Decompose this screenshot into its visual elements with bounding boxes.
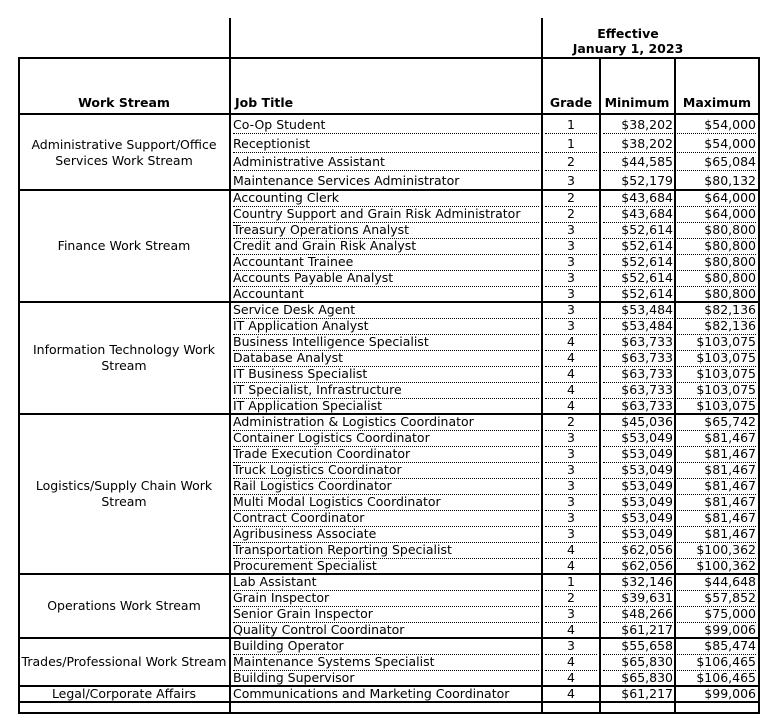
job-title: Administration & Logistics Coordinator: [233, 414, 539, 431]
grade: 4: [545, 350, 597, 367]
grade: 1: [545, 136, 597, 153]
maximum-salary: $80,132: [704, 172, 756, 188]
maximum-salary: $81,467: [677, 510, 756, 527]
grade: 2: [545, 190, 597, 207]
grade: 3: [545, 606, 597, 623]
maximum-salary: $85,474: [677, 638, 756, 655]
minimum-salary: $39,631: [603, 590, 673, 607]
grade: 4: [545, 542, 597, 559]
col-header-job-title: Job Title: [235, 95, 294, 110]
job-title: IT Business Specialist: [233, 366, 539, 383]
grade: 2: [545, 414, 597, 431]
minimum-salary: $63,733: [603, 334, 673, 351]
table-row: [0, 622, 768, 638]
maximum-salary: $103,075: [677, 334, 756, 351]
table-row: [0, 430, 768, 446]
grade: 4: [567, 622, 575, 637]
job-title: Truck Logistics Coordinator: [233, 462, 539, 479]
maximum-salary: $65,084: [677, 154, 756, 171]
maximum-salary: $106,465: [696, 670, 756, 685]
maximum-salary: $80,800: [704, 286, 756, 301]
grade: 3: [545, 494, 597, 511]
minimum-salary: $53,049: [603, 462, 673, 479]
minimum-salary: $63,733: [603, 366, 673, 383]
table-row: [0, 270, 768, 286]
maximum-salary: $81,467: [677, 430, 756, 447]
maximum-salary: $82,136: [677, 302, 756, 319]
maximum-salary: $44,648: [677, 574, 756, 591]
grade: 2: [545, 154, 597, 171]
effective-date: January 1, 2023: [572, 41, 684, 56]
work-stream-label: Legal/Corporate Affairs: [51, 686, 197, 701]
table-row: [0, 574, 768, 590]
grade: 3: [545, 510, 597, 527]
maximum-salary: $81,467: [677, 462, 756, 479]
maximum-salary: $82,136: [677, 318, 756, 335]
table-row: [0, 302, 768, 318]
maximum-salary: $100,362: [696, 558, 756, 573]
grade: 3: [545, 222, 597, 239]
grade: 1: [545, 574, 597, 591]
job-title: Contract Coordinator: [233, 510, 539, 527]
table-row: [0, 172, 768, 191]
grade: 4: [545, 382, 597, 399]
grade: 2: [545, 590, 597, 607]
maximum-salary: $54,000: [677, 136, 756, 153]
maximum-salary: $99,006: [704, 622, 756, 637]
minimum-salary: $38,202: [603, 136, 673, 153]
minimum-salary: $61,217: [621, 622, 673, 637]
grade: 4: [545, 654, 597, 671]
table-row: [0, 446, 768, 462]
table-row: [0, 382, 768, 398]
job-title: Maintenance Services Administrator: [233, 172, 460, 188]
work-stream-label: Finance Work Stream: [57, 238, 191, 253]
grade: 3: [567, 172, 575, 188]
col-header-work-stream: Work Stream: [78, 95, 170, 110]
table-row: [0, 670, 768, 686]
job-title: Building Supervisor: [233, 670, 355, 685]
maximum-salary: $75,000: [677, 606, 756, 623]
grade: 3: [545, 462, 597, 479]
minimum-salary: $52,179: [621, 172, 673, 188]
minimum-salary: $53,484: [603, 318, 673, 335]
job-title: Senior Grain Inspector: [233, 606, 539, 623]
job-title: Receptionist: [233, 136, 539, 153]
job-title: Communications and Marketing Coordinator: [233, 686, 510, 701]
job-title: Lab Assistant: [233, 574, 539, 591]
work-stream-label: Trades/Professional Work Stream: [21, 654, 227, 669]
minimum-salary: $55,658: [603, 638, 673, 655]
job-title: Accounting Clerk: [233, 190, 539, 207]
job-title: Trade Execution Coordinator: [233, 446, 539, 463]
grade: 3: [545, 302, 597, 319]
minimum-salary: $65,830: [603, 654, 673, 671]
work-stream-label: Information Technology Work Stream: [33, 342, 215, 373]
minimum-salary: $53,049: [603, 446, 673, 463]
minimum-salary: $52,614: [603, 238, 673, 255]
table-row: [0, 116, 768, 135]
grade: 4: [545, 334, 597, 351]
grade: 3: [567, 286, 575, 301]
maximum-salary: $81,467: [677, 526, 756, 543]
minimum-salary: $62,056: [621, 558, 673, 573]
minimum-salary: $52,614: [603, 254, 673, 271]
col-header-grade: Grade: [549, 95, 593, 110]
job-title: Accountant: [233, 286, 304, 301]
grade: 3: [545, 526, 597, 543]
effective-line1: Effective: [597, 26, 659, 41]
maximum-salary: $81,467: [677, 494, 756, 511]
grade: 3: [545, 254, 597, 271]
minimum-salary: $38,202: [603, 117, 673, 134]
table-row: [0, 318, 768, 334]
job-title: Administrative Assistant: [233, 154, 539, 171]
maximum-salary: $81,467: [677, 446, 756, 463]
table-row: [0, 542, 768, 558]
minimum-salary: $43,684: [603, 190, 673, 207]
table-row: [0, 510, 768, 526]
minimum-salary: $52,614: [603, 270, 673, 287]
grade: 3: [545, 446, 597, 463]
work-stream-label: Administrative Support/Office Services Work Stream: [31, 137, 217, 168]
job-title: Co-Op Student: [233, 117, 539, 134]
maximum-salary: $80,800: [677, 238, 756, 255]
maximum-salary: $103,075: [677, 366, 756, 383]
grade: 3: [545, 238, 597, 255]
grade: 2: [545, 206, 597, 223]
effective-header: [543, 26, 713, 56]
minimum-salary: $63,733: [603, 382, 673, 399]
job-title: Accounts Payable Analyst: [233, 270, 539, 287]
job-title: Credit and Grain Risk Analyst: [233, 238, 539, 255]
job-title: Business Intelligence Specialist: [233, 334, 539, 351]
table-row: [0, 398, 768, 414]
grade: 3: [545, 270, 597, 287]
table-row: [0, 462, 768, 478]
divider: [18, 113, 760, 115]
maximum-salary: $103,075: [677, 350, 756, 367]
minimum-salary: $43,684: [603, 206, 673, 223]
job-title: Transportation Reporting Specialist: [233, 542, 539, 559]
maximum-salary: $57,852: [677, 590, 756, 607]
grade: 3: [545, 478, 597, 495]
table-row: [0, 526, 768, 542]
maximum-salary: $64,000: [677, 206, 756, 223]
minimum-salary: $52,614: [621, 286, 673, 301]
grade: 3: [545, 638, 597, 655]
minimum-salary: $45,036: [603, 414, 673, 431]
job-title: Multi Modal Logistics Coordinator: [233, 494, 539, 511]
job-title: Grain Inspector: [233, 590, 539, 607]
maximum-salary: $80,800: [677, 270, 756, 287]
table-row: [0, 206, 768, 222]
grade: 4: [567, 558, 575, 573]
grade: 3: [545, 318, 597, 335]
job-title: IT Specialist, Infrastructure: [233, 382, 539, 399]
minimum-salary: $32,146: [603, 574, 673, 591]
job-title: Maintenance Systems Specialist: [233, 654, 539, 671]
table-row: [0, 638, 768, 654]
grade: 4: [567, 398, 575, 413]
maximum-salary: $80,800: [677, 254, 756, 271]
job-title: IT Application Analyst: [233, 318, 539, 335]
minimum-salary: $62,056: [603, 542, 673, 559]
job-title: Agribusiness Associate: [233, 526, 539, 543]
minimum-salary: $63,733: [621, 398, 673, 413]
maximum-salary: $106,465: [677, 654, 756, 671]
job-title: Treasury Operations Analyst: [233, 222, 539, 239]
work-stream-label: Operations Work Stream: [47, 598, 201, 613]
divider: [18, 712, 760, 714]
job-title: Database Analyst: [233, 350, 539, 367]
col-header-maximum: Maximum: [682, 95, 752, 110]
grade: 4: [567, 686, 575, 701]
job-title: Country Support and Grain Risk Administrator: [233, 206, 539, 223]
maximum-salary: $100,362: [677, 542, 756, 559]
grade: 1: [545, 117, 597, 134]
table-row: [0, 558, 768, 574]
grade: 4: [545, 366, 597, 383]
job-title: Quality Control Coordinator: [233, 622, 405, 637]
job-title: IT Application Specialist: [233, 398, 383, 413]
minimum-salary: $44,585: [603, 154, 673, 171]
minimum-salary: $53,049: [603, 430, 673, 447]
maximum-salary: $64,000: [677, 190, 756, 207]
minimum-salary: $63,733: [603, 350, 673, 367]
grade: 3: [545, 430, 597, 447]
table-row: [0, 190, 768, 206]
job-title: Building Operator: [233, 638, 539, 655]
minimum-salary: $53,049: [603, 526, 673, 543]
table-row: [0, 286, 768, 302]
group-separator: [18, 701, 760, 703]
maximum-salary: $81,467: [677, 478, 756, 495]
job-title: Procurement Specialist: [233, 558, 377, 573]
maximum-salary: $80,800: [677, 222, 756, 239]
table-row: [0, 254, 768, 270]
maximum-salary: $65,742: [677, 414, 756, 431]
minimum-salary: $53,484: [603, 302, 673, 319]
job-title: Accountant Trainee: [233, 254, 539, 271]
table-row: [0, 222, 768, 238]
minimum-salary: $61,217: [621, 686, 673, 701]
maximum-salary: $54,000: [677, 117, 756, 134]
maximum-salary: $103,075: [677, 382, 756, 399]
job-title: Rail Logistics Coordinator: [233, 478, 539, 495]
minimum-salary: $53,049: [603, 478, 673, 495]
work-stream-label: Logistics/Supply Chain Work Stream: [35, 478, 213, 509]
minimum-salary: $53,049: [603, 494, 673, 511]
table-row: [0, 414, 768, 430]
maximum-salary: $99,006: [704, 686, 756, 701]
divider: [18, 57, 760, 59]
job-title: Container Logistics Coordinator: [233, 430, 539, 447]
grade: 4: [567, 670, 575, 685]
col-header-minimum: Minimum: [604, 95, 670, 110]
minimum-salary: $52,614: [603, 222, 673, 239]
minimum-salary: $65,830: [621, 670, 673, 685]
minimum-salary: $48,266: [603, 606, 673, 623]
minimum-salary: $53,049: [603, 510, 673, 527]
job-title: Service Desk Agent: [233, 302, 539, 319]
maximum-salary: $103,075: [696, 398, 756, 413]
